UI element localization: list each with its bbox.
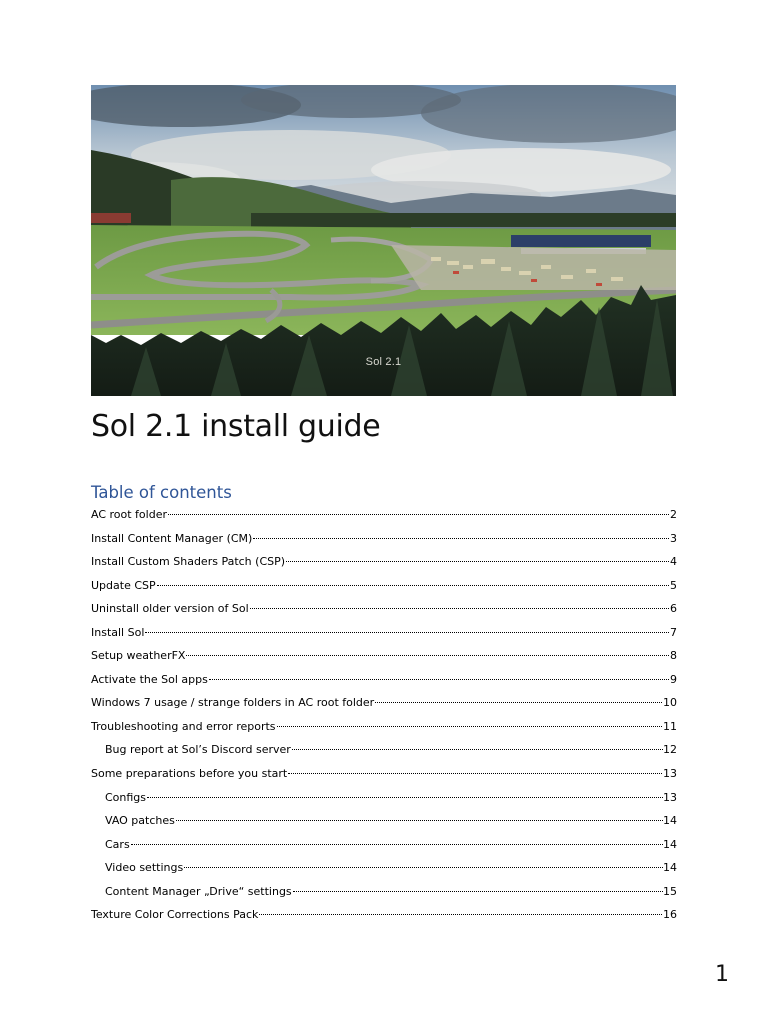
toc-entry-label: Setup weatherFX (91, 649, 186, 663)
toc-entry-label: Video settings (105, 861, 184, 875)
toc-dot-leader (157, 585, 669, 586)
toc-entry-label: Content Manager „Drive“ settings (105, 884, 292, 898)
toc-entry[interactable] (91, 835, 677, 859)
table-of-contents (91, 505, 677, 929)
toc-dot-leader (253, 538, 669, 539)
toc-entry[interactable] (91, 529, 677, 553)
toc-entry-page: 11 (663, 719, 677, 733)
toc-dot-leader (147, 797, 663, 798)
toc-entry-page: 4 (670, 555, 677, 569)
toc-entry[interactable] (91, 717, 677, 741)
toc-entry[interactable] (91, 740, 677, 764)
toc-entry[interactable] (91, 505, 677, 529)
toc-entry-page: 12 (663, 743, 677, 757)
toc-dot-leader (131, 844, 663, 845)
toc-entry-label: Texture Color Corrections Pack (91, 908, 259, 922)
toc-entry-label: Install Content Manager (CM) (91, 531, 253, 545)
toc-entry[interactable] (91, 552, 677, 576)
toc-dot-leader (375, 702, 662, 703)
toc-dot-leader (292, 749, 663, 750)
document-title: Sol 2.1 install guide (91, 409, 381, 444)
toc-entry[interactable] (91, 905, 677, 929)
toc-dot-leader (186, 655, 669, 656)
toc-entry-page: 8 (670, 649, 677, 663)
toc-entry[interactable] (91, 576, 677, 600)
toc-entry-page: 13 (663, 767, 677, 781)
toc-entry-page: 6 (670, 602, 677, 616)
toc-entry-page: 14 (663, 837, 677, 851)
toc-entry-label: Install Sol (91, 625, 145, 639)
cover-caption: Sol 2.1 (365, 356, 402, 368)
toc-entry-page: 15 (663, 884, 677, 898)
toc-dot-leader (277, 726, 662, 727)
toc-entry-page: 10 (663, 696, 677, 710)
toc-dot-leader (259, 914, 662, 915)
toc-entry-label: AC root folder (91, 508, 167, 521)
page-number: 1 (715, 962, 729, 987)
toc-entry-label: Configs (105, 790, 147, 804)
toc-entry-page: 3 (670, 531, 677, 545)
toc-dot-leader (209, 679, 669, 680)
toc-entry-label: Activate the Sol apps (91, 672, 208, 686)
toc-entry[interactable] (91, 882, 677, 906)
toc-entry-page: 14 (663, 814, 677, 828)
toc-dot-leader (286, 561, 669, 562)
toc-entry-label: Update CSP (91, 578, 156, 592)
toc-entry[interactable] (91, 623, 677, 647)
toc-entry-page: 16 (663, 908, 677, 922)
toc-entry[interactable] (91, 858, 677, 882)
toc-entry[interactable] (91, 599, 677, 623)
toc-entry-label: Some preparations before you start (91, 767, 288, 781)
toc-entry[interactable] (91, 693, 677, 717)
toc-entry[interactable] (91, 788, 677, 812)
toc-entry-label: Cars (105, 837, 130, 851)
toc-entry-page: 9 (670, 672, 677, 686)
toc-entry-page: 2 (670, 508, 677, 521)
toc-dot-leader (176, 820, 663, 821)
toc-entry-page: 7 (670, 625, 677, 639)
cover-image (91, 85, 676, 396)
toc-dot-leader (145, 632, 669, 633)
toc-entry-page: 14 (663, 861, 677, 875)
toc-entry-label: Install Custom Shaders Patch (CSP) (91, 555, 286, 569)
toc-dot-leader (288, 773, 662, 774)
toc-entry-label: Windows 7 usage / strange folders in AC root folder (91, 696, 375, 710)
toc-entry-page: 5 (670, 578, 677, 592)
toc-entry[interactable] (91, 646, 677, 670)
toc-dot-leader (168, 514, 669, 515)
toc-entry[interactable] (91, 670, 677, 694)
toc-dot-leader (293, 891, 663, 892)
toc-dot-leader (250, 608, 669, 609)
toc-entry[interactable] (91, 811, 677, 835)
toc-dot-leader (184, 867, 663, 868)
toc-entry-label: Bug report at Sol’s Discord server (105, 743, 291, 757)
toc-entry-label: Uninstall older version of Sol (91, 602, 249, 616)
toc-heading: Table of contents (91, 483, 232, 502)
toc-entry[interactable] (91, 764, 677, 788)
toc-entry-label: VAO patches (105, 814, 175, 828)
toc-entry-page: 13 (663, 790, 677, 804)
toc-entry-label: Troubleshooting and error reports (91, 719, 276, 733)
